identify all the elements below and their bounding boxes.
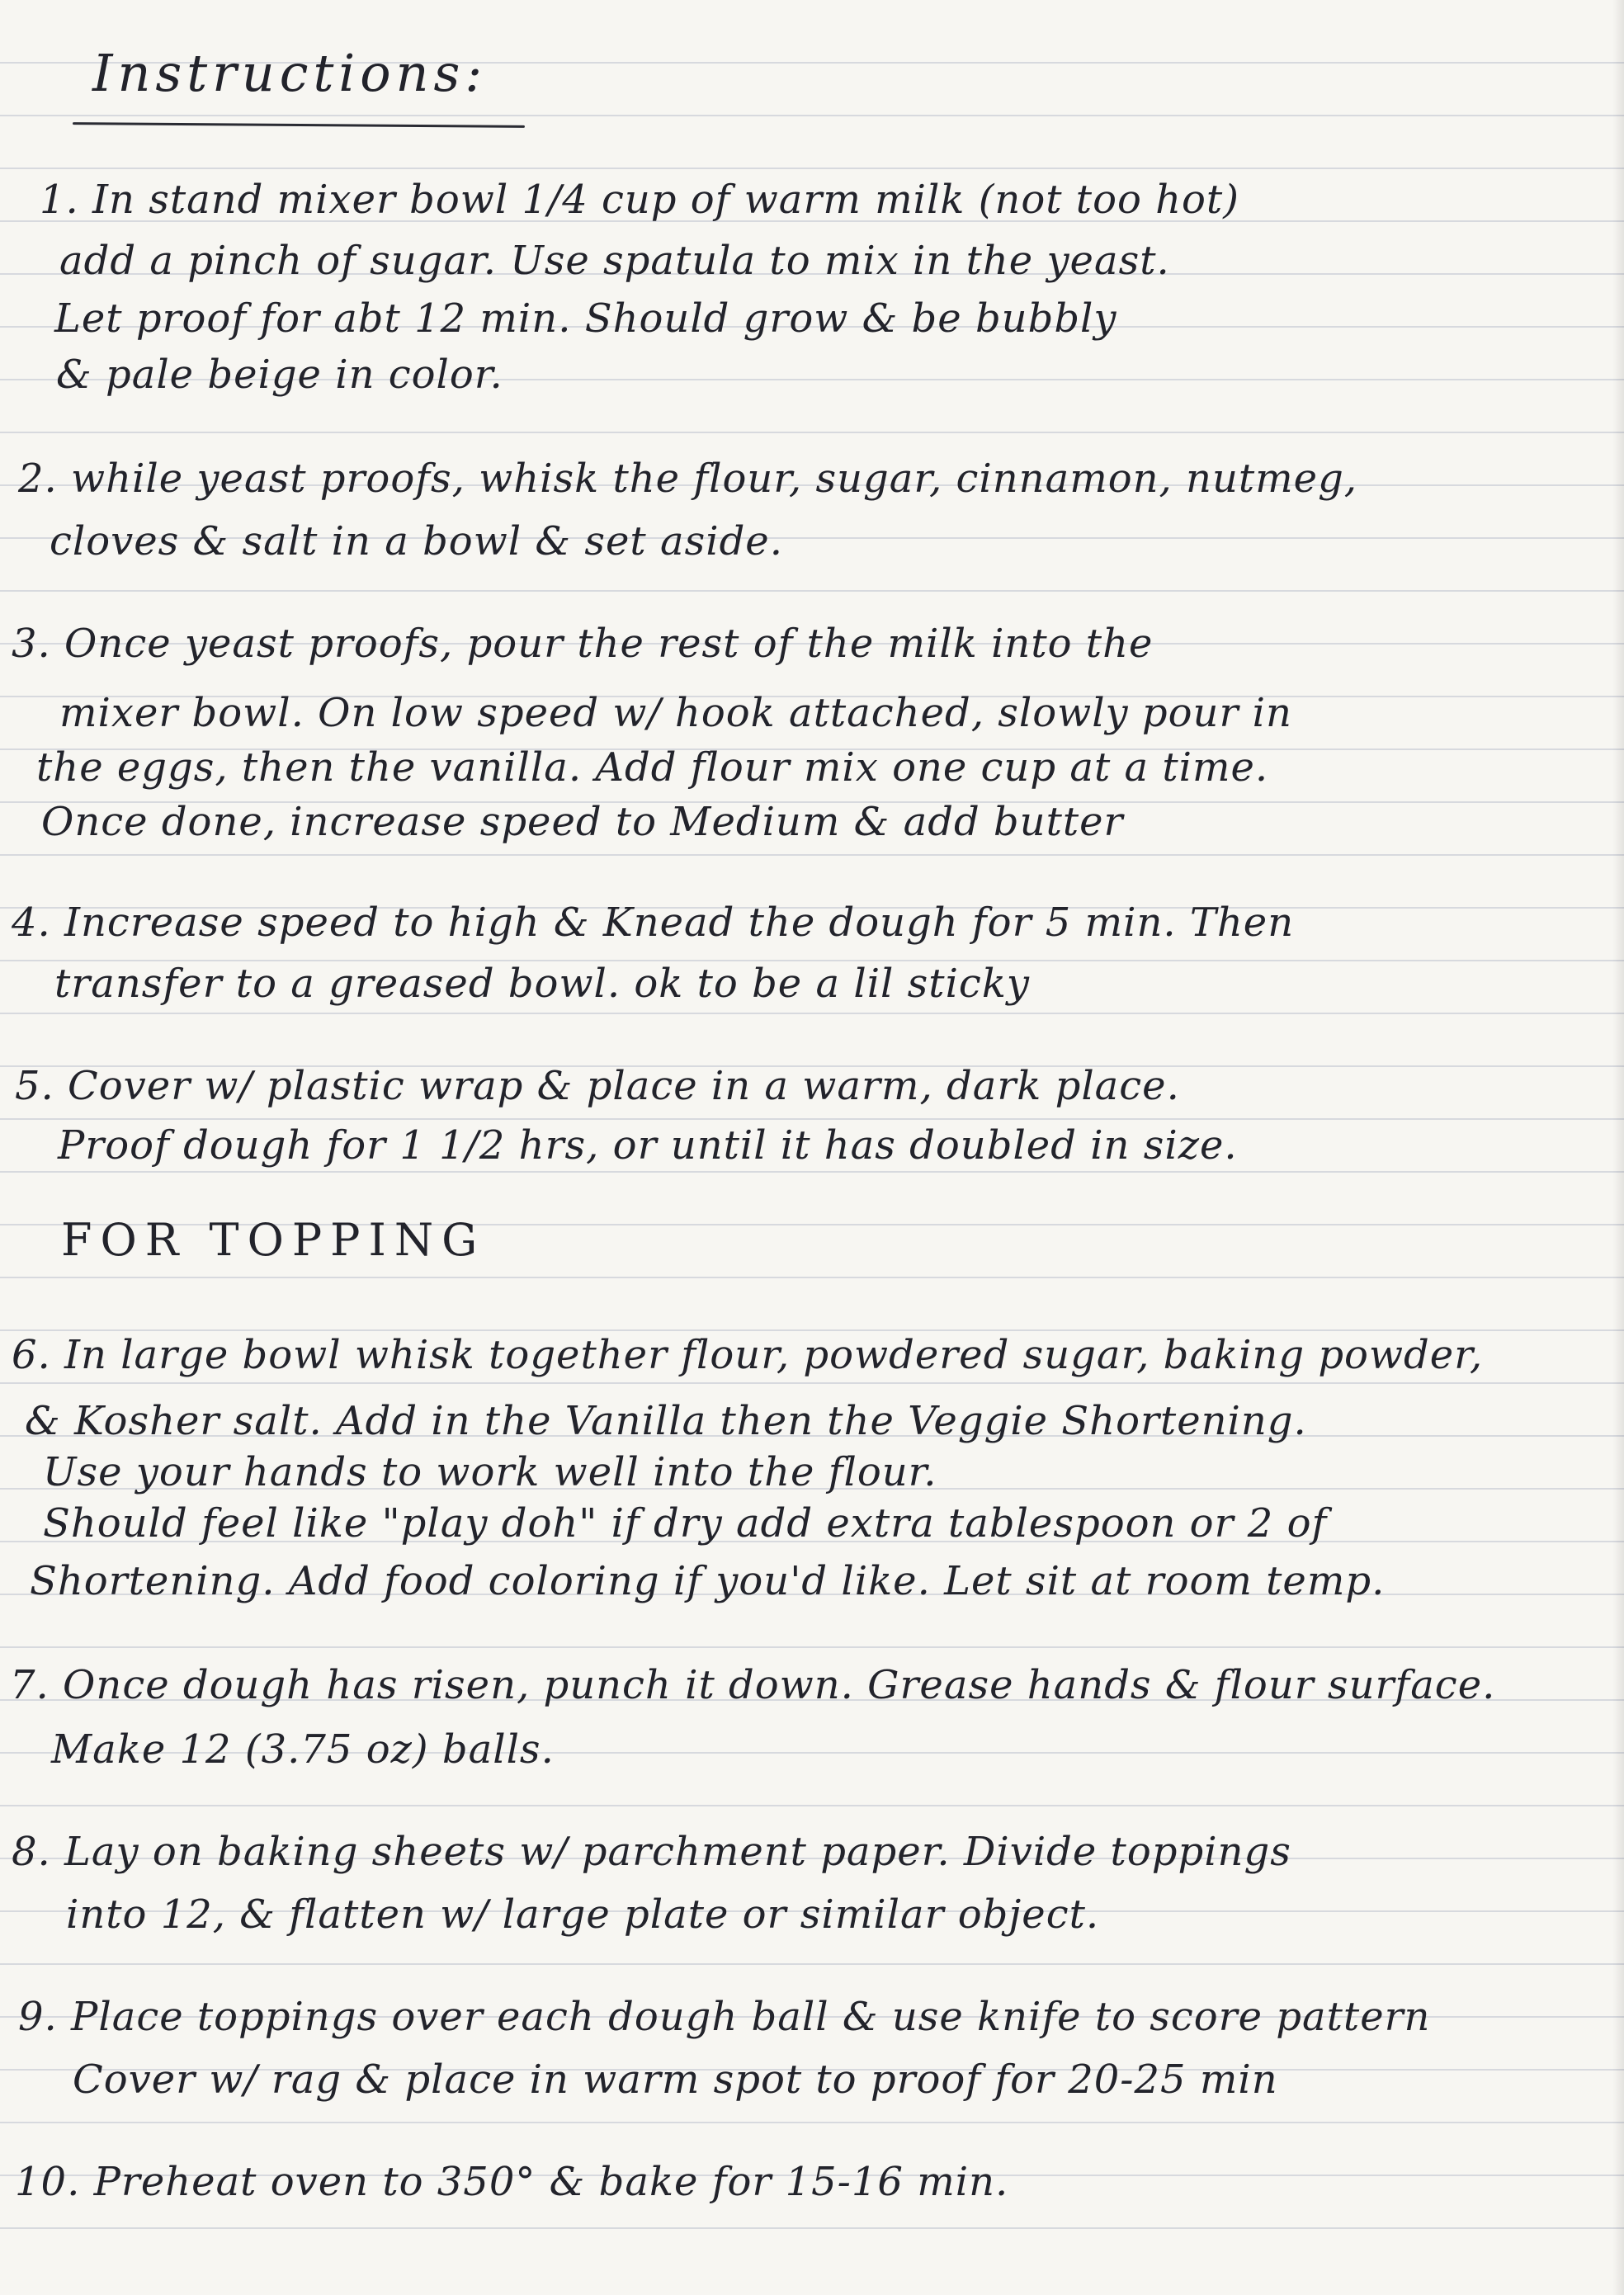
step-6-line-2: & Kosher salt. Add in the Vanilla then the Veggie Shortening. <box>25 1398 1307 1444</box>
step-9-line-2: Cover w/ rag & place in warm spot to proof for 20-25 min <box>73 2057 1278 2103</box>
step-6-line-4: Should feel like "play doh" if dry add extra tablespoon or 2 of <box>43 1500 1328 1547</box>
page-edge-shadow <box>1612 0 1624 2295</box>
step-7-line-1: 7. Once dough has risen, punch it down. Grease hands & flour surface. <box>10 1662 1496 1708</box>
step-7-line-2: Make 12 (3.75 oz) balls. <box>51 1726 555 1773</box>
step-6-line-5: Shortening. Add food coloring if you'd like. Let sit at room temp. <box>30 1558 1386 1604</box>
step-3-line-3: the eggs, then the vanilla. Add flour mix one cup at a time. <box>36 744 1269 791</box>
step-4-line-2: transfer to a greased bowl. ok to be a lil sticky <box>54 961 1031 1007</box>
step-6-line-3: Use your hands to work well into the flour. <box>43 1449 937 1495</box>
step-2-line-2: cloves & salt in a bowl & set aside. <box>50 518 783 564</box>
page-title: Instructions: <box>92 43 488 103</box>
step-4-line-1: 4. Increase speed to high & Knead the dough for 5 min. Then <box>12 900 1295 946</box>
step-1-line-4: & pale beige in color. <box>56 352 503 398</box>
step-1-line-1: 1. In stand mixer bowl 1/4 cup of warm milk (not too hot) <box>40 177 1239 223</box>
step-5-line-1: 5. Cover w/ plastic wrap & place in a warm, dark place. <box>15 1063 1180 1109</box>
step-2-line-1: 2. while yeast proofs, whisk the flour, sugar, cinnamon, nutmeg, <box>18 456 1358 502</box>
step-3-line-1: 3. Once yeast proofs, pour the rest of the milk into the <box>12 621 1154 667</box>
step-10-line-1: 10. Preheat oven to 350° & bake for 15-16 min. <box>15 2159 1009 2205</box>
step-1-line-3: Let proof for abt 12 min. Should grow & be bubbly <box>54 295 1117 342</box>
step-3-line-4: Once done, increase speed to Medium & add butter <box>41 799 1124 845</box>
topping-heading: FOR TOPPING <box>61 1214 486 1266</box>
step-6-line-1: 6. In large bowl whisk together flour, powdered sugar, baking powder, <box>12 1332 1484 1378</box>
step-5-line-2: Proof dough for 1 1/2 hrs, or until it has doubled in size. <box>58 1122 1238 1169</box>
step-3-line-2: mixer bowl. On low speed w/ hook attached, slowly pour in <box>59 690 1292 736</box>
step-8-line-1: 8. Lay on baking sheets w/ parchment paper. Divide toppings <box>12 1829 1291 1875</box>
step-9-line-1: 9. Place toppings over each dough ball & use knife to score pattern <box>18 1994 1431 2040</box>
step-8-line-2: into 12, & flatten w/ large plate or similar object. <box>66 1891 1100 1938</box>
step-1-line-2: add a pinch of sugar. Use spatula to mix in the yeast. <box>59 238 1170 284</box>
